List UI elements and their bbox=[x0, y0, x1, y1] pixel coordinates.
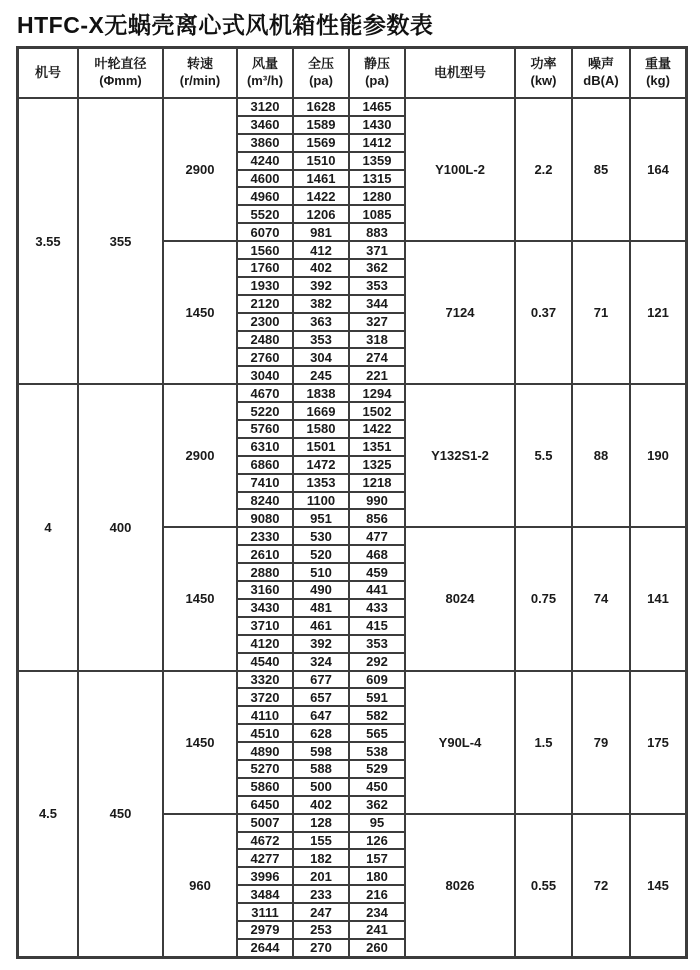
cell-flow: 1560 bbox=[237, 241, 293, 259]
cell-static-pressure: 95 bbox=[349, 814, 405, 832]
cell-static-pressure: 415 bbox=[349, 617, 405, 635]
cell-flow: 4672 bbox=[237, 832, 293, 850]
cell-total-pressure: 402 bbox=[293, 259, 349, 277]
cell-flow: 7410 bbox=[237, 474, 293, 492]
column-header-weight bbox=[630, 48, 686, 98]
cell-total-pressure: 392 bbox=[293, 635, 349, 653]
cell-total-pressure: 1353 bbox=[293, 474, 349, 492]
cell-flow: 3040 bbox=[237, 366, 293, 384]
cell-noise: 79 bbox=[572, 671, 630, 814]
cell-static-pressure: 1502 bbox=[349, 402, 405, 420]
cell-model-4.5: 4.5 bbox=[18, 671, 78, 957]
column-header-unit: (r/min) bbox=[179, 73, 221, 88]
cell-total-pressure: 647 bbox=[293, 706, 349, 724]
cell-total-pressure: 1422 bbox=[293, 187, 349, 205]
cell-static-pressure: 362 bbox=[349, 796, 405, 814]
cell-static-pressure: 260 bbox=[349, 939, 405, 957]
cell-flow: 4670 bbox=[237, 384, 293, 402]
cell-weight: 145 bbox=[630, 814, 686, 957]
cell-flow: 2300 bbox=[237, 313, 293, 331]
cell-static-pressure: 327 bbox=[349, 313, 405, 331]
column-header-speed bbox=[163, 48, 237, 98]
column-header-motor bbox=[405, 48, 515, 98]
cell-flow: 3111 bbox=[237, 903, 293, 921]
cell-total-pressure: 1628 bbox=[293, 98, 349, 116]
column-header-unit: (pa) bbox=[365, 73, 389, 88]
cell-total-pressure: 1589 bbox=[293, 116, 349, 134]
cell-weight: 175 bbox=[630, 671, 686, 814]
cell-power: 1.5 bbox=[515, 671, 572, 814]
cell-flow: 1760 bbox=[237, 259, 293, 277]
cell-flow: 4277 bbox=[237, 849, 293, 867]
cell-total-pressure: 392 bbox=[293, 277, 349, 295]
cell-total-pressure: 382 bbox=[293, 295, 349, 313]
header-row bbox=[18, 48, 686, 98]
cell-noise: 72 bbox=[572, 814, 630, 957]
cell-flow: 5520 bbox=[237, 205, 293, 223]
cell-total-pressure: 981 bbox=[293, 223, 349, 241]
column-header-power bbox=[515, 48, 572, 98]
column-header-noise bbox=[572, 48, 630, 98]
cell-total-pressure: 1472 bbox=[293, 456, 349, 474]
cell-total-pressure: 588 bbox=[293, 760, 349, 778]
cell-static-pressure: 371 bbox=[349, 241, 405, 259]
cell-total-pressure: 324 bbox=[293, 653, 349, 671]
cell-weight: 164 bbox=[630, 98, 686, 241]
cell-total-pressure: 481 bbox=[293, 599, 349, 617]
cell-total-pressure: 510 bbox=[293, 563, 349, 581]
cell-flow: 5270 bbox=[237, 760, 293, 778]
cell-total-pressure: 233 bbox=[293, 885, 349, 903]
cell-flow: 4600 bbox=[237, 170, 293, 188]
cell-total-pressure: 677 bbox=[293, 671, 349, 689]
cell-static-pressure: 1294 bbox=[349, 384, 405, 402]
cell-flow: 3860 bbox=[237, 134, 293, 152]
cell-motor-8026: 8026 bbox=[405, 814, 515, 957]
cell-flow: 5860 bbox=[237, 778, 293, 796]
cell-flow: 5760 bbox=[237, 420, 293, 438]
cell-flow: 4110 bbox=[237, 706, 293, 724]
cell-static-pressure: 883 bbox=[349, 223, 405, 241]
cell-total-pressure: 1510 bbox=[293, 152, 349, 170]
cell-flow: 4510 bbox=[237, 724, 293, 742]
cell-flow: 9080 bbox=[237, 509, 293, 527]
cell-total-pressure: 270 bbox=[293, 939, 349, 957]
cell-total-pressure: 490 bbox=[293, 581, 349, 599]
cell-power: 0.75 bbox=[515, 527, 572, 670]
cell-total-pressure: 461 bbox=[293, 617, 349, 635]
cell-total-pressure: 628 bbox=[293, 724, 349, 742]
cell-flow: 3710 bbox=[237, 617, 293, 635]
cell-total-pressure: 363 bbox=[293, 313, 349, 331]
column-header-name: 电机型号 bbox=[433, 64, 486, 80]
cell-static-pressure: 1465 bbox=[349, 98, 405, 116]
cell-static-pressure: 468 bbox=[349, 545, 405, 563]
column-header-static-pressure bbox=[349, 48, 405, 98]
cell-flow: 6310 bbox=[237, 438, 293, 456]
table-body bbox=[18, 98, 686, 957]
cell-total-pressure: 155 bbox=[293, 832, 349, 850]
cell-static-pressure: 180 bbox=[349, 867, 405, 885]
cell-flow: 3996 bbox=[237, 867, 293, 885]
cell-flow: 2880 bbox=[237, 563, 293, 581]
cell-static-pressure: 274 bbox=[349, 348, 405, 366]
cell-total-pressure: 530 bbox=[293, 527, 349, 545]
cell-flow: 4120 bbox=[237, 635, 293, 653]
cell-flow: 3430 bbox=[237, 599, 293, 617]
cell-static-pressure: 538 bbox=[349, 742, 405, 760]
cell-flow: 6070 bbox=[237, 223, 293, 241]
cell-flow: 5007 bbox=[237, 814, 293, 832]
cell-speed-4-2900: 2900 bbox=[163, 384, 237, 527]
cell-static-pressure: 450 bbox=[349, 778, 405, 796]
cell-noise: 71 bbox=[572, 241, 630, 384]
cell-static-pressure: 529 bbox=[349, 760, 405, 778]
cell-flow: 2610 bbox=[237, 545, 293, 563]
cell-total-pressure: 304 bbox=[293, 348, 349, 366]
page-title: HTFC-X无蜗壳离心式风机箱性能参数表 bbox=[17, 12, 434, 38]
cell-static-pressure: 582 bbox=[349, 706, 405, 724]
cell-static-pressure: 126 bbox=[349, 832, 405, 850]
cell-total-pressure: 1206 bbox=[293, 205, 349, 223]
cell-flow: 3320 bbox=[237, 671, 293, 689]
column-header-unit: (Φmm) bbox=[99, 73, 142, 88]
cell-flow: 3460 bbox=[237, 116, 293, 134]
cell-static-pressure: 1422 bbox=[349, 420, 405, 438]
cell-static-pressure: 234 bbox=[349, 903, 405, 921]
cell-static-pressure: 353 bbox=[349, 635, 405, 653]
cell-flow: 4240 bbox=[237, 152, 293, 170]
cell-diameter-355: 355 bbox=[78, 98, 163, 384]
cell-static-pressure: 591 bbox=[349, 688, 405, 706]
cell-flow: 6860 bbox=[237, 456, 293, 474]
cell-flow: 4960 bbox=[237, 187, 293, 205]
column-header-flow bbox=[237, 48, 293, 98]
cell-flow: 4540 bbox=[237, 653, 293, 671]
table-row bbox=[18, 98, 686, 116]
cell-motor-Y132S1-2: Y132S1-2 bbox=[405, 384, 515, 527]
cell-flow: 2330 bbox=[237, 527, 293, 545]
cell-flow: 2979 bbox=[237, 921, 293, 939]
cell-total-pressure: 253 bbox=[293, 921, 349, 939]
cell-motor-7124: 7124 bbox=[405, 241, 515, 384]
cell-flow: 6450 bbox=[237, 796, 293, 814]
column-header-name: 静压 bbox=[363, 56, 390, 72]
cell-static-pressure: 318 bbox=[349, 331, 405, 349]
cell-static-pressure: 1315 bbox=[349, 170, 405, 188]
cell-motor-Y90L-4: Y90L-4 bbox=[405, 671, 515, 814]
cell-static-pressure: 292 bbox=[349, 653, 405, 671]
column-header-name: 机号 bbox=[34, 64, 61, 80]
cell-flow: 8240 bbox=[237, 492, 293, 510]
column-header-unit: (kw) bbox=[530, 73, 557, 88]
cell-static-pressure: 1359 bbox=[349, 152, 405, 170]
cell-static-pressure: 362 bbox=[349, 259, 405, 277]
cell-static-pressure: 1280 bbox=[349, 187, 405, 205]
column-header-name: 叶轮直径 bbox=[94, 56, 147, 72]
cell-flow: 3720 bbox=[237, 688, 293, 706]
cell-weight: 141 bbox=[630, 527, 686, 670]
cell-total-pressure: 245 bbox=[293, 366, 349, 384]
cell-model-3.55: 3.55 bbox=[18, 98, 78, 384]
cell-weight: 190 bbox=[630, 384, 686, 527]
cell-static-pressure: 990 bbox=[349, 492, 405, 510]
cell-total-pressure: 353 bbox=[293, 331, 349, 349]
cell-noise: 74 bbox=[572, 527, 630, 670]
cell-total-pressure: 1580 bbox=[293, 420, 349, 438]
cell-total-pressure: 1461 bbox=[293, 170, 349, 188]
cell-total-pressure: 500 bbox=[293, 778, 349, 796]
cell-flow: 2644 bbox=[237, 939, 293, 957]
cell-flow: 3120 bbox=[237, 98, 293, 116]
column-header-name: 风量 bbox=[251, 56, 278, 72]
cell-speed-3.55-1450: 1450 bbox=[163, 241, 237, 384]
cell-static-pressure: 433 bbox=[349, 599, 405, 617]
column-header-total-pressure bbox=[293, 48, 349, 98]
cell-flow: 2760 bbox=[237, 348, 293, 366]
cell-total-pressure: 1100 bbox=[293, 492, 349, 510]
cell-total-pressure: 201 bbox=[293, 867, 349, 885]
cell-static-pressure: 157 bbox=[349, 849, 405, 867]
cell-flow: 1930 bbox=[237, 277, 293, 295]
cell-total-pressure: 598 bbox=[293, 742, 349, 760]
cell-static-pressure: 856 bbox=[349, 509, 405, 527]
cell-flow: 2120 bbox=[237, 295, 293, 313]
cell-static-pressure: 1085 bbox=[349, 205, 405, 223]
cell-static-pressure: 241 bbox=[349, 921, 405, 939]
cell-power: 0.55 bbox=[515, 814, 572, 957]
cell-speed-4.5-1450: 1450 bbox=[163, 671, 237, 814]
cell-total-pressure: 1569 bbox=[293, 134, 349, 152]
cell-total-pressure: 247 bbox=[293, 903, 349, 921]
cell-static-pressure: 459 bbox=[349, 563, 405, 581]
cell-static-pressure: 609 bbox=[349, 671, 405, 689]
cell-speed-4.5-960: 960 bbox=[163, 814, 237, 957]
column-header-unit: dB(A) bbox=[583, 73, 619, 88]
cell-static-pressure: 477 bbox=[349, 527, 405, 545]
cell-static-pressure: 1218 bbox=[349, 474, 405, 492]
cell-noise: 85 bbox=[572, 98, 630, 241]
cell-diameter-400: 400 bbox=[78, 384, 163, 670]
cell-static-pressure: 221 bbox=[349, 366, 405, 384]
cell-static-pressure: 216 bbox=[349, 885, 405, 903]
cell-total-pressure: 402 bbox=[293, 796, 349, 814]
cell-speed-3.55-2900: 2900 bbox=[163, 98, 237, 241]
table-row bbox=[18, 671, 686, 689]
column-header-unit: (kg) bbox=[646, 73, 670, 88]
fan-spec-table bbox=[16, 46, 688, 959]
cell-motor-Y100L-2: Y100L-2 bbox=[405, 98, 515, 241]
table-header bbox=[18, 48, 686, 98]
cell-static-pressure: 565 bbox=[349, 724, 405, 742]
table-row bbox=[18, 384, 686, 402]
column-header-unit: (m³/h) bbox=[246, 73, 284, 88]
cell-total-pressure: 520 bbox=[293, 545, 349, 563]
cell-diameter-450: 450 bbox=[78, 671, 163, 957]
column-header-name: 重量 bbox=[644, 56, 671, 72]
column-header-model bbox=[18, 48, 78, 98]
cell-static-pressure: 1430 bbox=[349, 116, 405, 134]
cell-total-pressure: 951 bbox=[293, 509, 349, 527]
cell-model-4: 4 bbox=[18, 384, 78, 670]
cell-static-pressure: 1351 bbox=[349, 438, 405, 456]
cell-total-pressure: 1838 bbox=[293, 384, 349, 402]
cell-power: 2.2 bbox=[515, 98, 572, 241]
cell-motor-8024: 8024 bbox=[405, 527, 515, 670]
cell-total-pressure: 657 bbox=[293, 688, 349, 706]
column-header-unit: (pa) bbox=[309, 73, 333, 88]
cell-total-pressure: 182 bbox=[293, 849, 349, 867]
cell-total-pressure: 1669 bbox=[293, 402, 349, 420]
cell-noise: 88 bbox=[572, 384, 630, 527]
cell-flow: 3484 bbox=[237, 885, 293, 903]
cell-power: 0.37 bbox=[515, 241, 572, 384]
column-header-name: 功率 bbox=[530, 56, 557, 72]
cell-static-pressure: 1325 bbox=[349, 456, 405, 474]
cell-power: 5.5 bbox=[515, 384, 572, 527]
cell-static-pressure: 344 bbox=[349, 295, 405, 313]
column-header-diameter bbox=[78, 48, 163, 98]
cell-total-pressure: 1501 bbox=[293, 438, 349, 456]
cell-total-pressure: 128 bbox=[293, 814, 349, 832]
cell-weight: 121 bbox=[630, 241, 686, 384]
column-header-name: 全压 bbox=[307, 56, 334, 72]
cell-static-pressure: 1412 bbox=[349, 134, 405, 152]
cell-total-pressure: 412 bbox=[293, 241, 349, 259]
cell-flow: 3160 bbox=[237, 581, 293, 599]
cell-flow: 4890 bbox=[237, 742, 293, 760]
cell-flow: 2480 bbox=[237, 331, 293, 349]
cell-flow: 5220 bbox=[237, 402, 293, 420]
cell-static-pressure: 441 bbox=[349, 581, 405, 599]
column-header-name: 转速 bbox=[186, 56, 213, 72]
cell-speed-4-1450: 1450 bbox=[163, 527, 237, 670]
column-header-name: 噪声 bbox=[587, 56, 614, 72]
cell-static-pressure: 353 bbox=[349, 277, 405, 295]
